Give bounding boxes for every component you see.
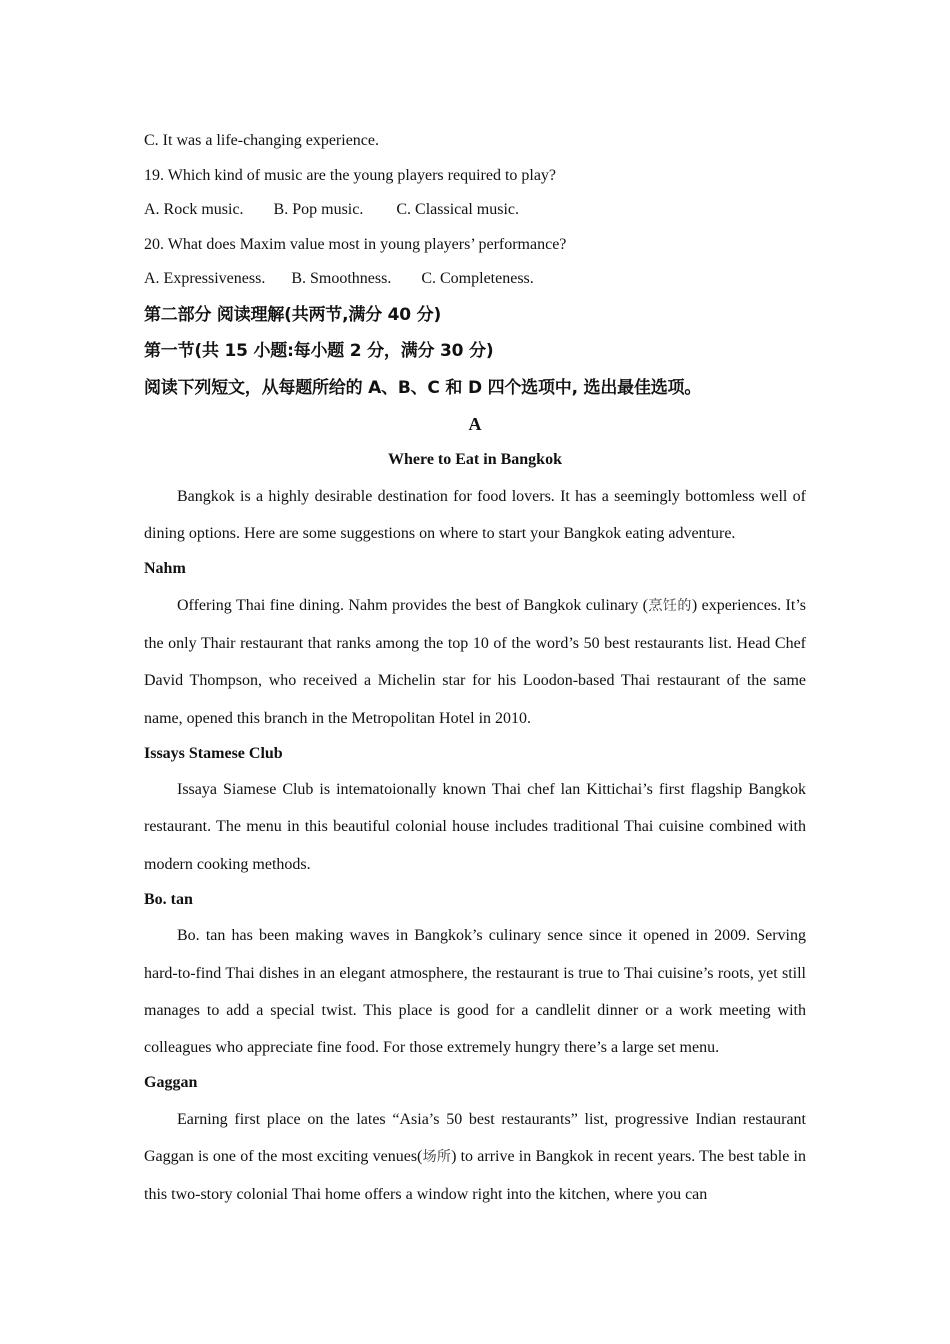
- document-page: [144, 124, 806, 1213]
- q19-option-b: B. Pop music.: [273, 201, 364, 218]
- q20-options: [144, 262, 806, 297]
- q18-option-c: C. It was a life-changing experience.: [144, 132, 380, 149]
- q19-stem: 19. Which kind of music are the young players required to play?: [144, 166, 557, 184]
- restaurant-text-gaggan: [144, 1101, 806, 1214]
- passage-title: Where to Eat in Bangkok: [388, 451, 562, 468]
- gaggan-gloss: 场所: [422, 1148, 452, 1165]
- restaurant-text-nahm: [144, 587, 806, 737]
- q20-option-c: C. Completeness.: [421, 270, 534, 287]
- part2-heading: 第二部分 阅读理解(共两节,满分 40 分): [144, 304, 442, 325]
- restaurant-name-botan: Bo. tan: [144, 890, 193, 908]
- restaurant-name-gaggan: Gaggan: [144, 1074, 198, 1092]
- q20-stem: 20. What does Maxim value most in young players’ performance?: [144, 235, 567, 253]
- nahm-gloss: 烹饪的: [647, 597, 692, 614]
- restaurant-name-issaya: Issays Stamese Club: [144, 744, 283, 762]
- nahm-text-part1: Offering Thai fine dining. Nahm provides the best of Bangkok culinary (: [177, 596, 648, 614]
- restaurant-name-nahm: Nahm: [144, 560, 186, 578]
- passage-letter: A: [468, 414, 482, 434]
- gaggan-text-part1: Earning first place on the lates “Asia’s 50 best restaurants” list, progressive Indian restaurant Gaggan is one of the most exciting venues(: [144, 1110, 806, 1165]
- q19-option-c: C. Classical music.: [396, 201, 519, 218]
- nahm-text-part2: ) experiences. It’s the only Thair restaurant that ranks among the top 10 of the word’s 50 best restaurants list. Head Chef David Thompson, who received a Michelin star for his Loodon-based Thai restaurant of the same name, opened this branch in the Metropolitan Hotel in 2010.: [144, 596, 807, 727]
- section1-heading: 第一节(共 15 小题:每小题 2 分，满分 30 分): [144, 341, 494, 361]
- q19-options: [144, 193, 806, 228]
- restaurant-text-botan: Bo. tan has been making waves in Bangkok’s culinary sence since it opened in 2009. Serving hard-to-find Thai dishes in an elegant atmosphere, the restaurant is true to Thai cuisine’s roots, yet still manages to add a special twist. This place is good for a candlelit dinner or a work meeting with colleagues who appreciate fine food. For those extremely hungry there’s a large set menu.: [144, 927, 806, 1056]
- reading-instruction: 阅读下列短文，从每题所给的 A、B、C 和 D 四个选项中, 选出最佳选项。: [144, 377, 702, 398]
- restaurant-text-issaya: Issaya Siamese Club is intematoionally known Thai chef lan Kittichai’s first flagship Bangkok restaurant. The menu in this beautiful colonial house includes traditional Thai cuisine combined with modern cooking methods.: [144, 781, 806, 873]
- q20-option-b: B. Smoothness.: [291, 270, 392, 287]
- q19-option-a: A. Rock music.: [144, 201, 244, 218]
- passage-intro: Bangkok is a highly desirable destination for food lovers. It has a seemingly bottomless well of dining options. Here are some suggestions on where to start your Bangkok eating adventure.: [144, 488, 806, 543]
- q20-option-a: A. Expressiveness.: [144, 270, 266, 287]
- gaggan-text-part2: ) to arrive in Bangkok in recent years. The best table in this two-story colonial Thai home offers a window right into the kitchen, where you can: [144, 1147, 806, 1204]
